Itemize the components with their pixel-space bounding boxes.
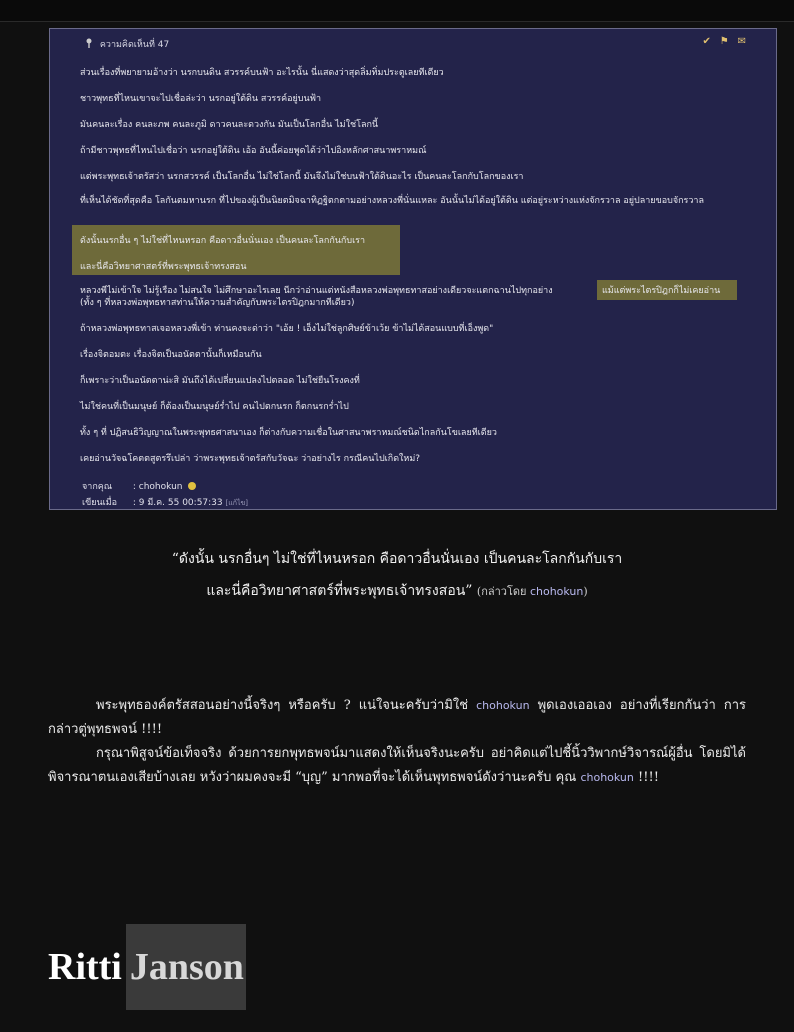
comment-author (82, 479, 196, 493)
pin-icon (84, 38, 94, 48)
top-bar (0, 0, 794, 22)
comment-line: แต่พระพุทธเจ้าตรัสว่า นรกสวรรค์ เป็นโลกอื่น ไม่ใช่โลกนี้ มันจึงไม่ใช่บนฟ้าใต้ดินอะไร เป็นคนละโลกกับโลกของเรา (80, 172, 524, 182)
comment-number: ความคิดเห็นที่ 47 (99, 40, 170, 50)
comment-line: ก็เพราะว่าเป็นอนัตตาน่ะสิ มันถึงได้เปลี่ยนแปลงไปตลอด ไม่ใช่ยืนโรงคงที่ (80, 376, 360, 386)
comment-line: เคยอ่านวัจฉโคตตสูตรรึเปล่า ว่าพระพุทธเจ้าตรัสกับวัจฉะ ว่าอย่างไร กรณีคนไปเกิดใหม่? (80, 454, 421, 464)
comment-line: และนี่คือวิทยาศาสตร์ที่พระพุทธเจ้าทรงสอน (80, 262, 247, 272)
article-body (48, 694, 746, 790)
signature-last: Janson (126, 924, 246, 1010)
posted-label: เขียนเมื่อ (82, 498, 118, 508)
report-icon[interactable]: ⚑ (719, 36, 729, 47)
comment-line: ที่เห็นได้ชัดที่สุดคือ โลกันตมหานรก ที่ไปของผู้เป็นนิยตมิจฉาทิฏฐิตกตามอย่างหลวงพี่นั่นแหละ อันนั้นไม่ได้อยู่ใต้ดิน แต่อยู่ระหว่างแห่งจักรวาล อยู่ปลายขอบจักรวาล (80, 196, 705, 206)
comment-line: หลวงพี่ไม่เข้าใจ ไม่รู้เรื่อง ไม่สนใจ ไม่ศึกษาอะไรเลย นี่กว่าอ่านแต่หนังสือหลวงพ่อพุทธทาสอย่างเดียวจะแตกฉานไปทุกอย่าง (80, 286, 553, 296)
author-label: จากคุณ (82, 482, 113, 492)
edit-note[interactable]: [แก้ไข] (225, 499, 249, 507)
quote-attribution: (กล่าวโดย chohokun) (476, 585, 588, 598)
comment-line: ส่วนเรื่องที่พยายามอ้างว่า นรกบนดิน สวรรค์บนฟ้า อะไรนั้น นี่แสดงว่าสุดลิ่มทิ่มประตูเลยทีเดียว (80, 68, 444, 78)
comment-line: เรื่องจิตอมตะ เรื่องจิตเป็นอนัตตานั้นก็เหมือนกัน (80, 350, 262, 360)
signature-first: Ritti (48, 946, 122, 988)
reply-icon[interactable]: ✉ (737, 36, 746, 47)
quote-line-1: “ดังนั้น นรกอื่นๆ ไม่ใช่ที่ไหนหรอก คือดาวอื่นนั่นเอง เป็นคนละโลกกันกับเรา (171, 551, 623, 567)
quoted-user: chohokun (529, 585, 584, 598)
comment-line-highlighted: แม้แต่พระไตรปิฎกก็ไม่เคยอ่าน (602, 286, 721, 296)
quote-line-2 (0, 580, 794, 602)
author-signature (48, 924, 246, 1010)
comment-line: (ทั้ง ๆ ที่หลวงพ่อพุทธทาสท่านให้ความสำคัญกับพระไตรปิฎกมากทีเดียว) (80, 298, 355, 308)
comment-line: ชาวพุทธที่ไหนเขาจะไปเชื่อล่ะว่า นรกอยู่ใต้ดิน สวรรค์อยู่บนฟ้า (80, 94, 322, 104)
comment-actions (697, 36, 747, 47)
comment-line: ดังนั้นนรกอื่น ๆ ไม่ใช่ที่ไหนหรอก คือดาวอื่นนั่นเอง เป็นคนละโลกกันกับเรา (80, 236, 366, 246)
comment-date (82, 495, 248, 509)
paragraph-1: พระพุทธองค์ตรัสสอนอย่างนี้จริงๆ หรือครับ ? แน่ใจนะครับว่ามิใช่ chohokun พูดเองเออเอง อย่างที่เรียกกันว่า การกล่าวตู่พุทธพจน์ !!!! (48, 698, 746, 737)
vote-icon[interactable]: ✔ (702, 36, 711, 47)
comment-panel (49, 28, 777, 510)
comment-line: ทั้ง ๆ ที่ ปฏิสนธิวิญญาณในพระพุทธศาสนาเอง ก็ต่างกับความเชื่อในศาสนาพราหมณ์ชนิดไกลกันโขเลยทีเดียว (80, 428, 497, 438)
user-mention: chohokun (580, 771, 634, 784)
comment-line: ไม่ใช่คนที่เป็นมนุษย์ ก็ต้องเป็นมนุษย์ร่ำไป คนไปตกนรก ก็ตกนรกร่ำไป (80, 402, 349, 412)
posted-time: : 9 มี.ค. 55 00:57:33 (132, 498, 223, 508)
smiley-icon (188, 482, 196, 490)
comment-line: มันคนละเรื่อง คนละภพ คนละภูมิ ดาวคนละดวงกัน มันเป็นโลกอื่น ไม่ใช่โลกนี้ (80, 120, 379, 130)
author-name[interactable]: : chohokun (132, 482, 183, 492)
comment-header (84, 37, 169, 51)
comment-line: ถ้าหลวงพ่อพุทธทาสเจอหลวงพี่เข้า ท่านคงจะด่าว่า "เอ้ย ! เอ็งไม่ใช่ลูกศิษย์ข้าเว้ย ข้าไม่ได้สอนแบบที่เอ็งพูด" (80, 324, 494, 334)
paragraph-2: กรุณาพิสูจน์ข้อเท็จจริง ด้วยการยกพุทธพจน์มาแสดงให้เห็นจริงนะครับ อย่าคิดแต่ไปชี้นิ้ววิพากษ์วิจารณ์ผู้อื่น โดยมิได้พิจารณาตนเองเสียบ้างเลย หวังว่าผมคงจะมี “บุญ” มากพอที่จะได้เห็นพุทธพจน์ดังว่านะครับ คุณ chohokun !!!! (48, 746, 746, 785)
quote-text: และนี่คือวิทยาศาสตร์ที่พระพุทธเจ้าทรงสอน” (206, 583, 473, 599)
user-mention: chohokun (476, 699, 530, 712)
comment-line: ถ้ามีชาวพุทธที่ไหนไปเชื่อว่า นรกอยู่ใต้ดิน เอ้อ อันนี้ค่อยพูดได้ว่าไปอิงหลักศาสนาพราหมณ์ (80, 146, 427, 156)
